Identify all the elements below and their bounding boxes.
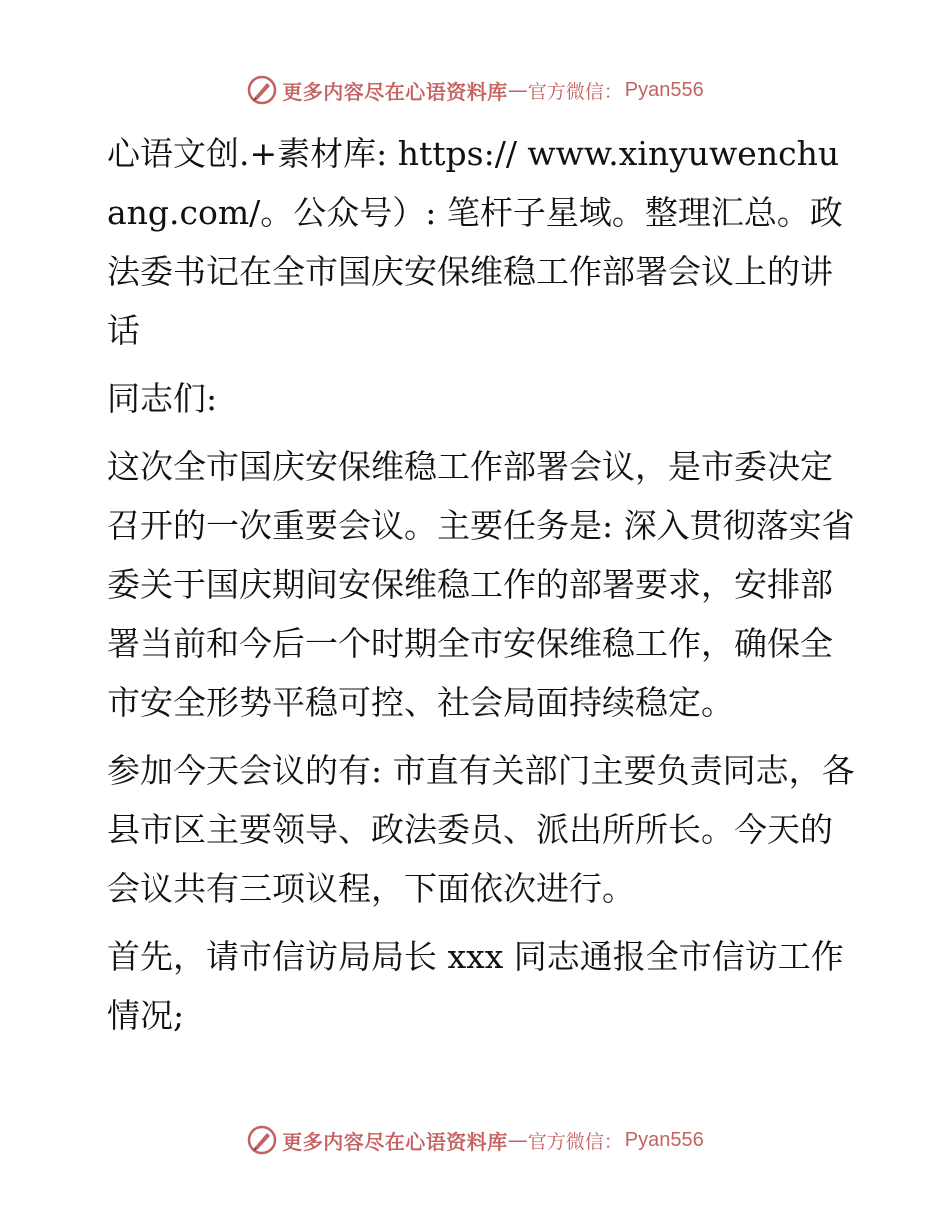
paragraph-attendees: 参加今天会议的有: 市直有关部门主要负责同志，各县市区主要领导、政法委员、派出所所长。今天的会议共有三项议程，下面依次进行。 (107, 751, 855, 908)
paragraph-purpose: 这次全市国庆安保维稳工作部署会议，是市委决定召开的一次重要会议。主要任务是: 深入贯彻落实省委关于国庆期间安保维稳工作的部署要求，安排部署当前和今后一个时期全市安保维稳工作，确保全市安全形势平稳可控、社会局面持续稳定。 (107, 447, 855, 722)
banner-wechat-label: 官方微信： (527, 80, 623, 103)
banner-promo-text: 更多内容尽在心语资料库 (282, 79, 508, 104)
banner-wechat-id: Pyan556 (624, 1128, 704, 1151)
document-body (97, 124, 857, 1054)
banner-wechat-label: 官方微信： (527, 1130, 623, 1153)
footer-banner (0, 1120, 950, 1160)
banner-dash: — (507, 1128, 528, 1152)
banner-wechat-id: Pyan556 (624, 78, 704, 101)
paragraph-title: 心语文创.+素材库: https:// www.xinyuwenchuang.com/。公众号）: 笔杆子星域。整理汇总。政法委书记在全市国庆安保维稳工作部署会议上的讲话 (107, 134, 843, 350)
header-banner (0, 70, 950, 110)
banner-promo-text: 更多内容尽在心语资料库 (282, 1129, 508, 1154)
paragraph-greeting: 同志们: (107, 379, 218, 418)
pen-logo-icon (246, 1124, 278, 1156)
pen-logo-icon (246, 74, 278, 106)
paragraph-agenda: 首先，请市信访局局长 xxx 同志通报全市信访工作情况; (107, 937, 844, 1035)
banner-dash: — (507, 78, 528, 102)
